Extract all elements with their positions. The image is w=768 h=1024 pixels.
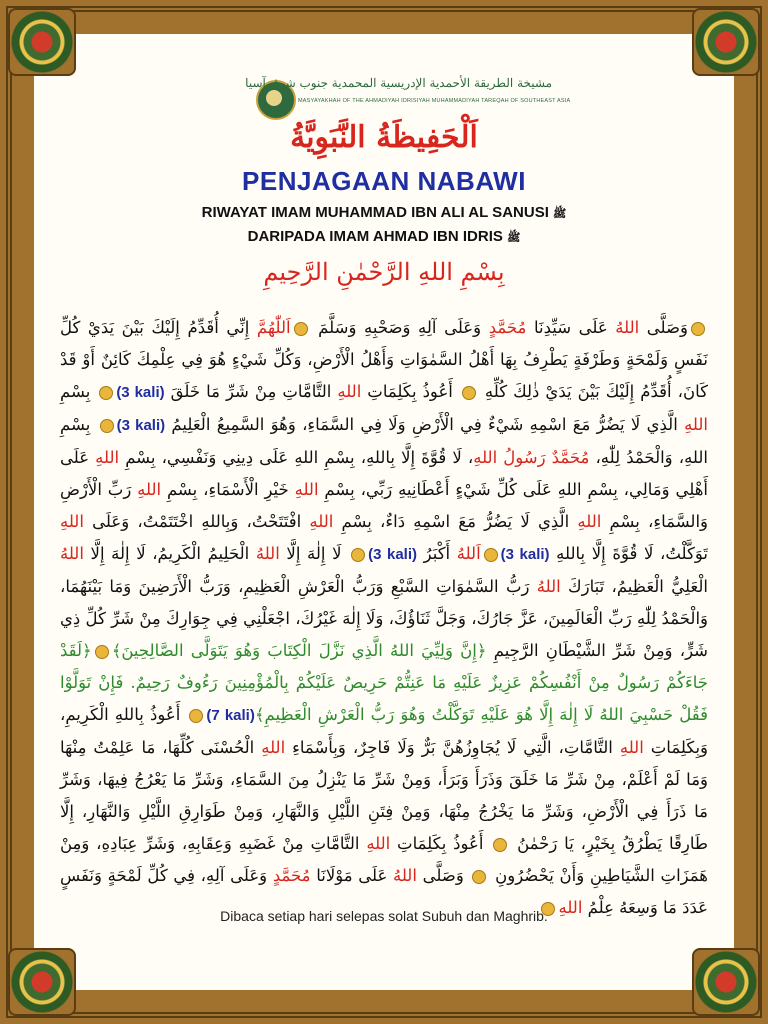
verse-marker-icon bbox=[351, 548, 365, 562]
verse-marker-icon bbox=[472, 870, 486, 884]
prayer-segment: التَّامَّاتِ، الَّتِي لَا يُجَاوِزُهُنَّ بَرٌّ وَلَا فَاجِرٌ، وَبِأَسْمَاءِ bbox=[285, 738, 620, 757]
repeat-count: (3 kali) bbox=[116, 417, 166, 434]
basmala: بِسْمِ اللهِ الرَّحْمٰنِ الرَّحِيمِ bbox=[263, 258, 505, 286]
prayer-segment: أَعُوذُ بِاللهِ الْكَرِيمِ، وَبِكَلِمَاتِ bbox=[60, 705, 709, 757]
footer-note: Dibaca setiap hari selepas solat Subuh dan Maghrib. bbox=[220, 908, 548, 924]
highlighted-name: مُحَمَّدٍ bbox=[488, 318, 527, 337]
prayer-segment: وَعَلَى آلِهِ، فِي كُلِّ لَمْحَةٍ وَنَفَسٍ عَدَدَ مَا وَسِعَهُ عِلْمُ bbox=[60, 866, 708, 917]
prayer-segment: افْتَتَحْتُ، وَبِاللهِ اخْتَتَمْتُ، وَعَلَى bbox=[83, 512, 310, 531]
prayer-segment: التَّامَّاتِ مِنْ شَرِّ مَا خَلَقَ bbox=[164, 382, 338, 401]
prayer-segment: الْحُسْنَى كُلِّهَا، مَا عَلِمْتُ مِنْهَا وَمَا لَمْ أَعْلَمْ، مِنْ شَرِّ مَا خَلَقَ وَذَرَأَ وَبَرَأَ، وَمِنْ شَرِّ مَا يَنْزِلُ مِنَ السَّمَاءِ، وَشَرِّ مَا يَعْرُجُ فِيهَا، وَشَرِّ مَا ذَرَأَ فِي الْأَرْضِ، وَشَرِّ مَا يَخْرُجُ مِنْهَا، وَمِنْ فِتَنِ اللَّيْلِ وَالنَّهَارِ، وَمِنْ طَوَارِقِ اللَّيْلِ وَالنَّهَارِ، إِلَّا طَارِقًا يَطْرُقُ بِخَيْرٍ، يَا رَحْمٰنُ bbox=[60, 738, 708, 853]
verse-marker-icon bbox=[493, 838, 507, 852]
prayer-segment: أَكْبَرُ bbox=[417, 544, 457, 563]
highlighted-name: اللهِ bbox=[95, 448, 120, 467]
prayer-segment: عَلَى سَيِّدِنَا bbox=[526, 318, 616, 337]
quran-verse: ﴿لَقَدْ جَاءَكُمْ رَسُولٌ مِنْ أَنْفُسِكُمْ عَزِيزٌ عَلَيْهِ مَا عَنِتُّمْ حَرِيصٌ عَلَيْكُمْ بِالْمُؤْمِنِينَ رَءُوفٌ رَحِيمٌ. فَإِنْ تَوَلَّوْا فَقُلْ حَسْبِيَ اللهُ لَا إِلٰهَ إِلَّا هُوَ عَلَيْهِ تَوَكَّلْتُ وَهُوَ رَبُّ الْعَرْشِ الْعَظِيمِ﴾ bbox=[60, 641, 708, 724]
highlighted-name: اللهِ bbox=[577, 512, 602, 531]
highlighted-name: مُحَمَّدٌ رَسُولُ اللهِ bbox=[473, 448, 590, 467]
prayer-segment: بِسْمِ اللهِ، وَالْحَمْدُ لِلّٰهِ، bbox=[60, 415, 709, 467]
verse-marker-icon bbox=[294, 322, 308, 336]
highlighted-name: اللهِ bbox=[309, 512, 334, 531]
highlighted-name: اللهِ bbox=[60, 512, 84, 531]
subtitle-daripada bbox=[60, 228, 708, 247]
highlighted-name: مُحَمَّدٍ bbox=[272, 866, 311, 885]
subtitle-riwayat-text: RIWAYAT IMAM MUHAMMAD IBN ALI AL SANUSI bbox=[201, 204, 549, 221]
repeat-count: (3 kali) bbox=[500, 546, 550, 563]
highlighted-name: اللهِ bbox=[366, 834, 391, 853]
prayer-segment: ، لَا قُوَّةَ إِلَّا بِاللهِ، بِسْمِ اللهِ عَلَى دِينِي وَنَفْسِي، بِسْمِ bbox=[119, 448, 474, 467]
verse-marker-icon bbox=[462, 386, 476, 400]
prayer-segment: التَّامَّاتِ مِنْ غَضَبِهِ وَعِقَابِهِ، وَشَرِّ عِبَادِهِ، وَمِنْ هَمَزَاتِ الشَّيَاطِينِ وَأَنْ يَحْضُرُونِ bbox=[60, 834, 709, 885]
prayer-segment: الَّذِي لَا يَضُرُّ مَعَ اسْمِهِ دَاءٌ، بِسْمِ bbox=[333, 512, 578, 531]
prayer-segment: عَلَى أَهْلِي وَمَالِي، بِسْمِ اللهِ عَلَى كُلِّ شَيْءٍ أَعْطَانِيهِ رَبِّي، بِسْمِ bbox=[60, 448, 708, 499]
title-latin: PENJAGAAN NABAWI bbox=[242, 166, 526, 196]
highlighted-name: اللهِ bbox=[619, 738, 644, 757]
organization-name-arabic: مشيخة الطريقة الأحمدية الإدريسية المحمدية جنوب شرق آسيا bbox=[245, 76, 552, 90]
prayer-segment: عَلَى مَوْلَانَا bbox=[310, 866, 393, 885]
repeat-count: (3 kali) bbox=[368, 546, 417, 563]
highlighted-name: اللهُ bbox=[255, 544, 280, 563]
prayer-segment: تَوَكَّلْتُ، لَا قُوَّةَ إِلَّا بِاللهِ bbox=[549, 544, 708, 563]
verse-marker-icon bbox=[189, 709, 203, 723]
highlighted-name: اللهُ bbox=[615, 318, 640, 337]
highlighted-name: اَللّٰهُمَّ bbox=[256, 318, 291, 337]
honorific-glyph: ﷺ bbox=[553, 207, 567, 220]
highlighted-name: اللهِ bbox=[337, 382, 362, 401]
verse-marker-icon bbox=[100, 419, 114, 433]
honorific-glyph: ﷺ bbox=[507, 231, 521, 244]
prayer-segment: بِسْمِ bbox=[60, 382, 97, 401]
prayer-segment: الْحَلِيمُ الْكَرِيمُ، لَا إِلٰهَ إِلَّا bbox=[83, 544, 256, 563]
prayer-segment: وَعَلَى آلِهِ وَصَحْبِهِ وَسَلَّمَ bbox=[310, 318, 489, 337]
verse-marker-icon bbox=[691, 322, 705, 336]
prayer-segment: الْعَلِيُّ الْعَظِيمُ، تَبَارَكَ bbox=[560, 577, 708, 596]
prayer-segment: إِنِّي أُقَدِّمُ إِلَيْكَ بَيْنَ يَدَيْ كُلِّ نَفَسٍ وَلَمْحَةٍ وَطَرْفَةٍ يَطْرِفُ بِهَا أَهْلُ السَّمٰوَاتِ وَأَهْلُ الْأَرْضِ، وَكُلِّ شَيْءٍ هُوَ فِي عِلْمِكَ كَائِنٌ أَوْ قَدْ كَانَ، أُقَدِّمُ إِلَيْكَ بَيْنَ يَدَيْ ذٰلِكَ كُلِّهِ bbox=[60, 318, 708, 401]
highlighted-name: اللهُ bbox=[60, 544, 84, 563]
verse-marker-icon bbox=[484, 548, 498, 562]
highlighted-name: اللهُ bbox=[536, 577, 561, 596]
repeat-count: (3 kali) bbox=[116, 384, 165, 401]
subtitle-daripada-text: DARIPADA IMAM AHMAD IBN IDRIS bbox=[247, 228, 503, 245]
prayer-segment: رَبِّ الْأَرْضِ وَالسَّمَاءِ، بِسْمِ bbox=[60, 480, 708, 531]
repeat-count: (7 kali) bbox=[206, 707, 255, 724]
prayer-segment: رَبُّ السَّمٰوَاتِ السَّبْعِ وَرَبُّ الْعَرْشِ الْعَظِيمِ، وَرَبُّ الْأَرَضِينَ وَمَا بَيْنَهُمَا، وَالْحَمْدُ لِلّٰهِ رَبِّ الْعَالَمِينَ، عَزَّ جَارُكَ، وَجَلَّ ثَنَاؤُكَ، وَلَا إِلٰهَ غَيْرُكَ، اجْعَلْنِي فِي جِوَارِكَ مِنْ شَرِّ كُلِّ ذِي شَرٍّ، وَمِنْ شَرِّ الشَّيْطَانِ الرَّجِيمِ bbox=[60, 577, 709, 660]
highlighted-name: اللهِ bbox=[137, 480, 162, 499]
prayer-segment: الَّذِي لَا يَضُرُّ مَعَ اسْمِهِ شَيْءٌ فِي الْأَرْضِ وَلَا فِي السَّمَاءِ، وَهُوَ السَّمِيعُ الْعَلِيمُ bbox=[165, 415, 685, 434]
organization-name-latin: MASYAYAKHAH OF THE AHMADIYAH IDRISIYAH MUHAMMADIYAH TAREQAH OF SOUTHEAST ASIA bbox=[298, 98, 571, 104]
prayer-segment: أَعُوذُ بِكَلِمَاتِ bbox=[390, 834, 491, 853]
highlighted-name: اللهِ bbox=[261, 738, 286, 757]
highlighted-name: اَللهُ bbox=[456, 544, 481, 563]
quran-verse: ﴿إِنَّ وَلِيِّيَ اللهُ الَّذِي نَزَّلَ الْكِتَابَ وَهُوَ يَتَوَلَّى الصَّالِحِينَ﴾ bbox=[111, 641, 487, 660]
highlighted-name: اللهِ bbox=[294, 480, 319, 499]
highlighted-name: اللهِ bbox=[558, 898, 583, 917]
title-arabic: اَلْحَفِيظَةُ النَّبَوِيَّةُ bbox=[290, 120, 478, 155]
highlighted-name: اللهُ bbox=[393, 866, 417, 885]
verse-marker-icon bbox=[95, 645, 109, 659]
prayer-segment: أَعُوذُ بِكَلِمَاتِ bbox=[361, 382, 459, 401]
highlighted-name: اللهِ bbox=[684, 415, 708, 434]
document-content bbox=[60, 66, 708, 966]
prayer-segment: وَصَلَّى bbox=[639, 318, 688, 337]
subtitle-riwayat bbox=[60, 204, 708, 223]
prayer-segment: لَا إِلٰهَ إِلَّا bbox=[279, 544, 349, 563]
verse-marker-icon bbox=[99, 386, 113, 400]
prayer-segment: وَصَلَّى bbox=[416, 866, 470, 885]
prayer-segment: خَيْرِ الْأَسْمَاءِ، بِسْمِ bbox=[161, 480, 295, 499]
